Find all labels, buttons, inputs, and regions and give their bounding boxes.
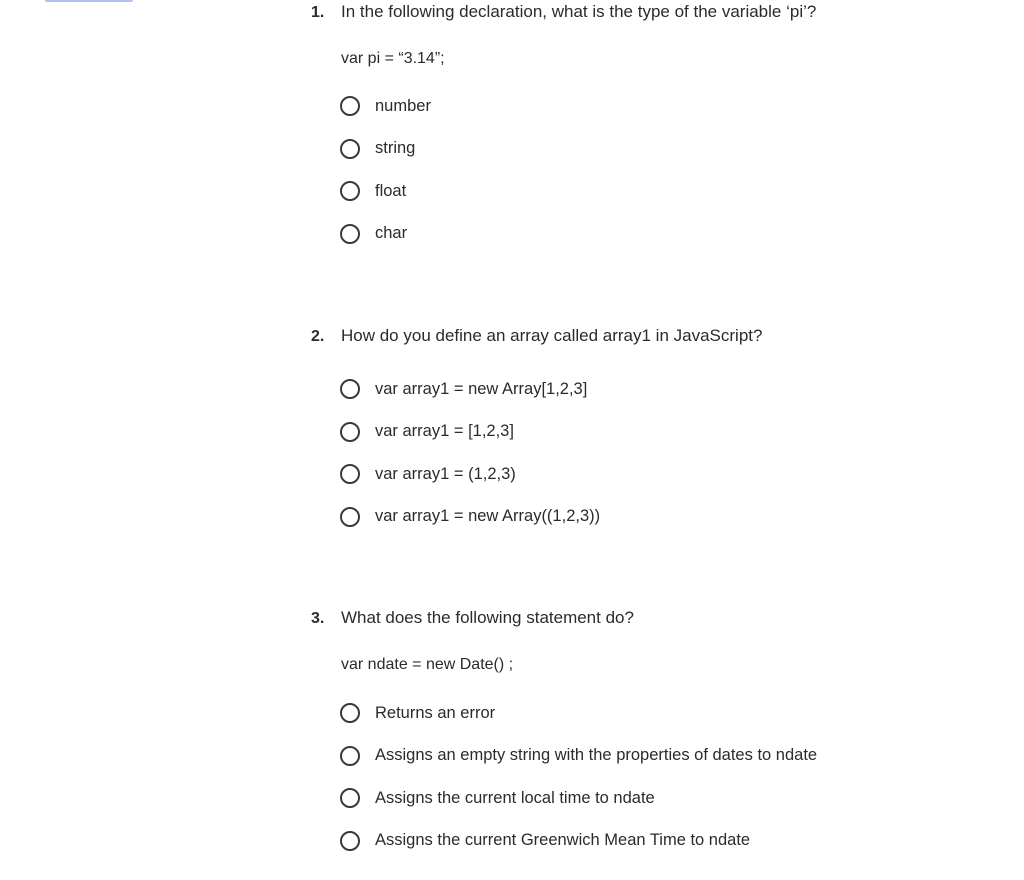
question-text: What does the following statement do? — [341, 608, 634, 627]
question-1 — [311, 0, 951, 246]
radio-button-icon[interactable] — [340, 507, 360, 527]
option-label[interactable]: var array1 = (1,2,3) — [375, 464, 516, 483]
radio-button-icon[interactable] — [340, 139, 360, 159]
answer-option[interactable] — [340, 420, 951, 444]
question-number: 1. — [311, 4, 325, 21]
answer-options — [340, 377, 951, 529]
radio-button-icon[interactable] — [340, 746, 360, 766]
radio-button-icon[interactable] — [340, 464, 360, 484]
radio-button-icon[interactable] — [340, 422, 360, 442]
radio-button-icon[interactable] — [340, 831, 360, 851]
option-label[interactable]: var array1 = [1,2,3] — [375, 422, 514, 440]
radio-button-icon[interactable] — [340, 224, 360, 244]
option-label[interactable]: Assigns the current local time to ndate — [375, 788, 655, 807]
answer-option[interactable] — [340, 701, 951, 725]
radio-button-icon[interactable] — [340, 96, 360, 116]
question-2 — [311, 324, 951, 529]
top-accent-bar — [45, 0, 133, 2]
question-code: var ndate = new Date() ; — [341, 656, 514, 673]
answer-option[interactable] — [340, 222, 951, 246]
answer-option[interactable] — [340, 94, 951, 118]
option-label[interactable]: Returns an error — [375, 703, 496, 722]
option-label[interactable]: var array1 = new Array((1,2,3)) — [375, 507, 601, 525]
answer-option[interactable] — [340, 505, 951, 529]
answer-option[interactable] — [340, 829, 951, 853]
answer-option[interactable] — [340, 179, 951, 203]
question-header — [311, 324, 951, 348]
option-label[interactable]: number — [375, 96, 431, 115]
question-text: In the following declaration, what is the type of the variable ‘pi’? — [341, 2, 817, 21]
answer-option[interactable] — [340, 377, 951, 401]
question-3 — [311, 606, 951, 853]
answer-options — [340, 94, 951, 246]
option-label[interactable]: var array1 = new Array[1,2,3] — [375, 379, 588, 398]
answer-option[interactable] — [340, 462, 951, 486]
question-header — [311, 606, 951, 630]
radio-button-icon[interactable] — [340, 379, 360, 399]
option-label[interactable]: string — [375, 139, 416, 157]
radio-button-icon[interactable] — [340, 181, 360, 201]
option-label[interactable]: Assigns an empty string with the properties of dates to ndate — [375, 746, 818, 764]
option-label[interactable]: float — [375, 181, 407, 200]
answer-option[interactable] — [340, 744, 951, 768]
option-label[interactable]: char — [375, 224, 408, 242]
answer-option[interactable] — [340, 786, 951, 810]
question-header — [311, 0, 951, 24]
option-label[interactable]: Assigns the current Greenwich Mean Time to ndate — [375, 831, 751, 849]
question-text: How do you define an array called array1 in JavaScript? — [341, 326, 763, 345]
question-number: 2. — [311, 328, 325, 345]
question-code: var pi = “3.14”; — [341, 50, 445, 67]
question-number: 3. — [311, 610, 325, 627]
answer-option[interactable] — [340, 137, 951, 161]
radio-button-icon[interactable] — [340, 703, 360, 723]
answer-options — [340, 701, 951, 853]
radio-button-icon[interactable] — [340, 788, 360, 808]
